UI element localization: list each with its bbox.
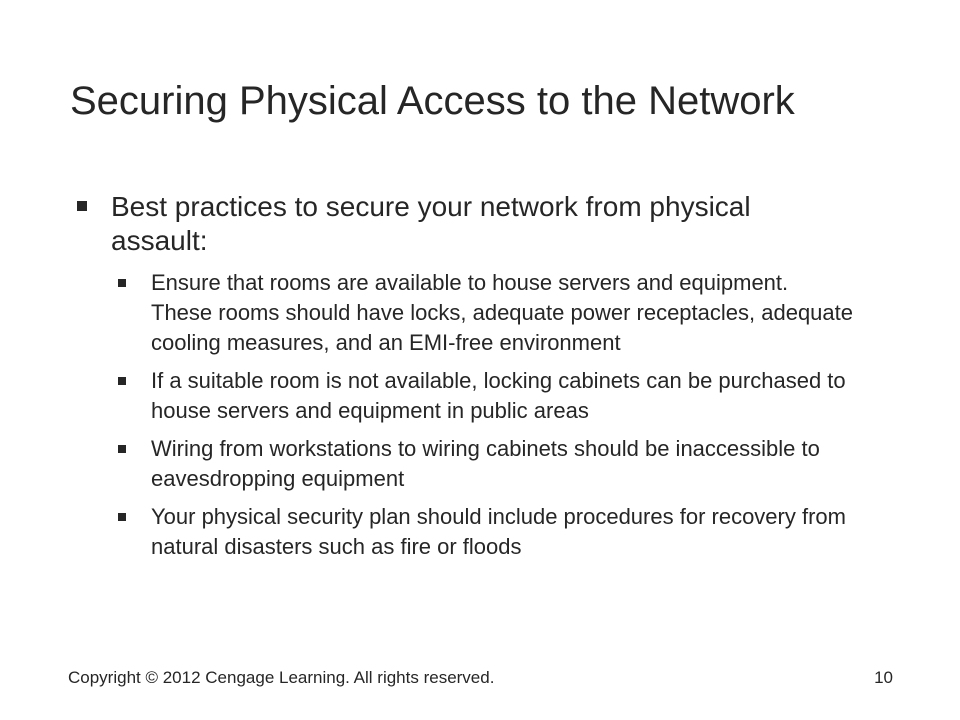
sub-bullet-item <box>114 268 854 358</box>
square-bullet-icon <box>118 513 126 521</box>
page-number: 10 <box>874 668 893 687</box>
footer-copyright: Copyright © 2012 Cengage Learning. All rights reserved. <box>68 668 495 687</box>
slide-title: Securing Physical Access to the Network <box>70 79 795 123</box>
sub-bullet-text: Your physical security plan should include procedures for recovery from natural disasters such as fire or floods <box>151 504 846 559</box>
sub-bullet-text: Ensure that rooms are available to house servers and equipment. These rooms should have locks, adequate power receptacles, adequate cooling measures, and an EMI-free environment <box>151 270 853 355</box>
sub-bullet-item <box>114 366 854 426</box>
square-bullet-icon <box>77 201 87 211</box>
bullet-list <box>74 190 853 570</box>
sub-bullet-text: If a suitable room is not available, locking cabinets can be purchased to house servers and equipment in public areas <box>151 368 846 423</box>
sub-bullet-item <box>114 434 854 494</box>
square-bullet-icon <box>118 377 126 385</box>
sub-bullet-item <box>114 502 854 562</box>
square-bullet-icon <box>118 279 126 287</box>
main-bullet-text: Best practices to secure your network from physical assault: <box>111 191 751 256</box>
sub-bullet-text: Wiring from workstations to wiring cabinets should be inaccessible to eavesdropping equipment <box>151 436 820 491</box>
square-bullet-icon <box>118 445 126 453</box>
sub-bullet-list <box>114 268 854 562</box>
main-bullet-item <box>74 190 834 258</box>
